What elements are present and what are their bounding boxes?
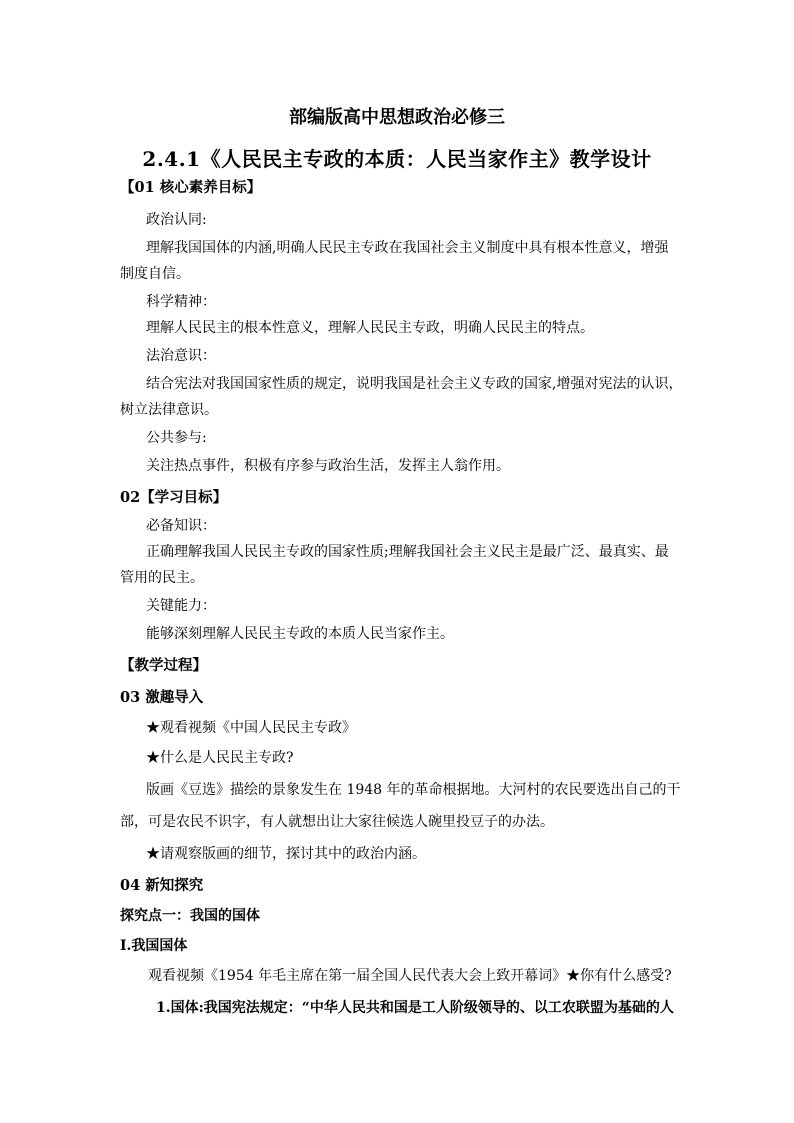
label-public-participation: 公共参与: xyxy=(146,430,207,446)
section-heading-intro: 03 激趣导入 xyxy=(120,689,204,706)
section-heading-new-knowledge: 04 新知探究 xyxy=(120,877,204,894)
text-scientific-spirit: 理解人民民主的根本性意义，理解人民民主专政，明确人民民主的特点。 xyxy=(146,320,594,336)
text-rule-of-law-a: 结合宪法对我国国家性质的规定，说明我国是社会主义专政的国家,增强对宪法的认识， xyxy=(146,376,683,392)
text-national-system-definition: 1.国体:我国宪法规定：“中华人民共和国是工人阶级领导的、以工农联盟为基础的人 xyxy=(156,1000,674,1016)
label-key-ability: 关键能力： xyxy=(146,598,216,614)
label-essential-knowledge: 必备知识： xyxy=(146,518,216,534)
text-political-identity-b: 制度自信。 xyxy=(120,266,190,282)
document-title: 部编版高中思想政治必修三 xyxy=(289,107,505,128)
document-subtitle: 2.4.1《人民民主专政的本质：人民当家作主》教学设计 xyxy=(142,147,652,171)
label-political-identity: 政治认同: xyxy=(146,212,207,228)
label-rule-of-law: 法治意识： xyxy=(146,348,216,364)
paragraph-douxuan-b: 部，可是农民不识字，有人就想出让大家往候选人碗里投豆子的办法。 xyxy=(120,814,554,830)
star-item-watch-video: ★观看视频《中国人民民主专政》 xyxy=(146,720,356,736)
subheading-explore-point-one: 探究点一：我国的国体 xyxy=(120,908,260,924)
paragraph-douxuan-a: 版画《豆选》描绘的景象发生在 1948 年的革命根据地。大河村的农民要选出自己的干 xyxy=(146,782,681,798)
star-item-question: ★什么是人民民主专政? xyxy=(146,750,294,766)
text-key-ability: 能够深刻理解人民民主专政的本质人民当家作主。 xyxy=(146,626,454,642)
section-heading-teaching-process: 【教学过程】 xyxy=(120,657,207,674)
label-scientific-spirit: 科学精神： xyxy=(146,294,216,310)
text-video-1954: 观看视频《1954 年毛主席在第一届全国人民代表大会上致开幕词》★你有什么感受? xyxy=(148,968,672,984)
section-heading-learning-goals: 02【学习目标】 xyxy=(120,489,228,506)
text-essential-knowledge-b: 管用的民主。 xyxy=(120,570,204,586)
text-political-identity-a: 理解我国国体的内涵,明确人民民主专政在我国社会主义制度中具有根本性意义，增强 xyxy=(146,240,669,256)
text-public-participation: 关注热点事件，积极有序参与政治生活，发挥主人翁作用。 xyxy=(146,458,510,474)
star-item-observe: ★请观察版画的细节，探讨其中的政治内涵。 xyxy=(146,846,426,862)
text-rule-of-law-b: 树立法律意识。 xyxy=(120,402,218,418)
section-heading-core-literacy: 【01 核心素养目标】 xyxy=(120,179,262,196)
subheading-national-system: Ⅰ.我国国体 xyxy=(120,938,188,954)
text-essential-knowledge-a: 正确理解我国人民民主专政的国家性质;理解我国社会主义民主是最广泛、最真实、最 xyxy=(146,544,669,560)
